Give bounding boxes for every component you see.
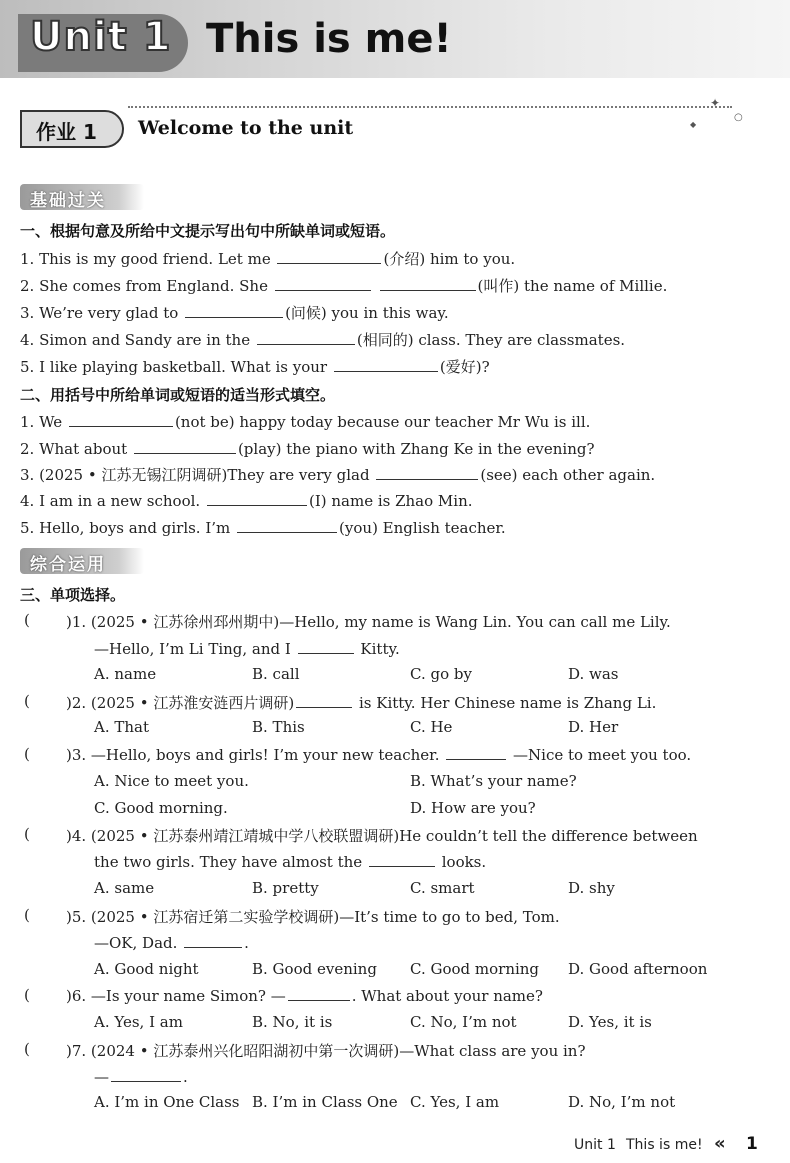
exercise-line [20,491,473,510]
option-d[interactable]: D. No, I’m not [568,1093,676,1111]
line-text: 4. Simon and Sandy are in the [20,331,251,349]
line-text: (爱好)? [439,358,490,376]
option-a[interactable]: A. That [94,718,150,736]
answer-blank[interactable] [184,933,242,948]
part1-heading: 一、根据句意及所给中文提示写出句中所缺单词或短语。 [20,222,396,240]
answer-blank[interactable] [369,852,435,867]
line-text: . [244,934,249,952]
option-a[interactable]: A. Good night [94,960,199,978]
answer-blank[interactable] [257,330,355,345]
option-c[interactable]: C. He [410,718,453,736]
sparkle-icon: ◆ [690,120,697,129]
line-text: . What about your name? [351,987,543,1005]
option-c[interactable]: C. Yes, I am [410,1093,500,1111]
line-text: 1. This is my good friend. Let me [20,250,271,268]
question-stem: )5. (2025 • 江苏宿迁第二实验学校调研)—It’s time to go to bed, Tom. [66,908,560,926]
exercise-line [20,464,655,485]
line-text: — [94,1068,109,1086]
option-c[interactable]: C. smart [410,879,475,897]
option-d[interactable]: D. Yes, it is [568,1013,652,1031]
line-text: )6. —Is your name Simon? — [66,987,286,1005]
question-stem: )7. (2024 • 江苏泰州兴化昭阳湖初中第一次调研)—What class are you in? [66,1042,586,1060]
answer-blank[interactable] [111,1067,181,1082]
answer-blank[interactable] [334,357,438,372]
question-line [94,852,486,871]
footer-title: This is me! [626,1137,703,1153]
line-text: (问候) you in this way. [285,304,449,322]
line-text: 4. I am in a new school. [20,492,201,510]
question-line [94,933,249,952]
exercise-line [20,248,515,269]
answer-blank[interactable] [446,745,506,760]
line-text: (介绍) him to you. [383,250,516,268]
homework-label: 作业 1 [36,120,97,144]
option-a[interactable]: A. I’m in One Class [94,1093,240,1111]
exercise-line [20,356,490,377]
section-tag-basic [20,184,144,210]
answer-blank[interactable] [185,303,283,318]
line-text: looks. [441,853,487,871]
option-b[interactable]: B. Good evening [252,960,377,978]
answer-blank[interactable] [237,518,337,533]
homework-title: Welcome to the unit [138,117,354,139]
line-text: 3. We’re very glad to [20,304,179,322]
line-text: (I) name is Zhao Min. [308,492,473,510]
exercise-line [20,518,506,537]
line-text: 1. We [20,413,63,431]
answer-paren[interactable]: ( [24,745,30,763]
question-line [66,745,691,764]
answer-blank[interactable] [296,693,352,708]
question-line [66,692,656,713]
option-d[interactable]: D. shy [568,879,615,897]
line-text: )2. (2025 • 江苏淮安涟西片调研) [66,694,295,712]
exercise-line [20,439,595,458]
line-text: 2. What about [20,440,128,458]
line-text: . [183,1068,188,1086]
answer-blank[interactable] [207,491,307,506]
question-line [94,1067,188,1086]
unit-label: Unit 1 [30,14,172,60]
question-stem: )4. (2025 • 江苏泰州靖江靖城中学八校联盟调研)He couldn’t tell the difference between [66,827,698,845]
line-text: is Kitty. Her Chinese name is Zhang Li. [358,694,657,712]
question-line [94,639,400,658]
part2-heading: 二、用括号中所给单词或短语的适当形式填空。 [20,386,336,404]
option-d[interactable]: D. Good afternoon [568,960,708,978]
answer-paren[interactable]: ( [24,825,30,843]
option-c[interactable]: C. No, I’m not [410,1013,517,1031]
question-line [66,986,543,1005]
option-a[interactable]: A. Nice to meet you. [94,772,249,790]
part3-heading: 三、单项选择。 [20,586,126,604]
answer-blank[interactable] [380,276,476,291]
answer-blank[interactable] [275,276,371,291]
option-b[interactable]: B. call [252,665,300,683]
option-c[interactable]: C. go by [410,665,472,683]
option-b[interactable]: B. No, it is [252,1013,333,1031]
line-text: Kitty. [360,640,400,658]
option-d[interactable]: D. was [568,665,619,683]
line-text: the two girls. They have almost the [94,853,363,871]
line-text: —Hello, I’m Li Ting, and I [94,640,291,658]
line-text: (you) English teacher. [339,519,506,537]
answer-blank[interactable] [288,986,350,1001]
answer-blank[interactable] [376,465,478,480]
option-a[interactable]: A. Yes, I am [94,1013,183,1031]
answer-paren[interactable]: ( [24,906,30,924]
dotted-divider [128,106,732,108]
line-text: (叫作) the name of Millie. [477,277,668,295]
exercise-line [20,329,625,350]
answer-paren[interactable]: ( [24,692,30,710]
option-d[interactable]: D. How are you? [410,799,536,817]
option-c[interactable]: C. Good morning [410,960,540,978]
option-a[interactable]: A. name [94,665,157,683]
unit-title: This is me! [206,16,452,62]
line-text: —Nice to meet you too. [513,746,692,764]
option-b[interactable]: B. pretty [252,879,319,897]
section-tag-applied [20,548,144,574]
line-text: 2. She comes from England. She [20,277,268,295]
line-text: (not be) happy today because our teacher Mr Wu is ill. [174,413,591,431]
line-text: (相同的) class. They are classmates. [356,331,626,349]
line-text: 5. I like playing basketball. What is your [20,358,328,376]
option-d[interactable]: D. Her [568,718,619,736]
option-b[interactable]: B. This [252,718,305,736]
line-text: 3. (2025 • 江苏无锡江阴调研)They are very glad [20,466,370,484]
line-text: (see) each other again. [480,466,656,484]
section-tag-label: 综合运用 [30,555,106,575]
line-text: )3. —Hello, boys and girls! I’m your new teacher. [66,746,440,764]
sparkle-icon: ✦ [710,96,721,110]
answer-paren[interactable]: ( [24,1040,30,1058]
option-b[interactable]: B. What’s your name? [410,772,577,790]
answer-blank[interactable] [69,412,173,427]
line-text: 5. Hello, boys and girls. I’m [20,519,231,537]
line-text: —OK, Dad. [94,934,178,952]
section-tag-label: 基础过关 [30,191,106,211]
answer-paren[interactable]: ( [24,611,30,629]
page-number: 1 [746,1134,758,1154]
answer-blank[interactable] [277,249,381,264]
exercise-line [20,412,590,431]
answer-paren[interactable]: ( [24,986,30,1004]
option-c[interactable]: C. Good morning. [94,799,228,817]
option-b[interactable]: B. I’m in Class One [252,1093,398,1111]
question-stem: )1. (2025 • 江苏徐州邳州期中)—Hello, my name is Wang Lin. You can call me Lily. [66,613,671,631]
exercise-line [20,302,449,323]
exercise-line [20,275,667,296]
line-text: (play) the piano with Zhang Ke in the evening? [237,440,595,458]
answer-blank[interactable] [298,639,354,654]
answer-blank[interactable] [134,439,236,454]
footer-unit: Unit 1 [574,1137,616,1153]
double-chevron-icon: « [714,1133,726,1154]
circle-icon: ○ [734,112,743,123]
option-a[interactable]: A. same [94,879,155,897]
